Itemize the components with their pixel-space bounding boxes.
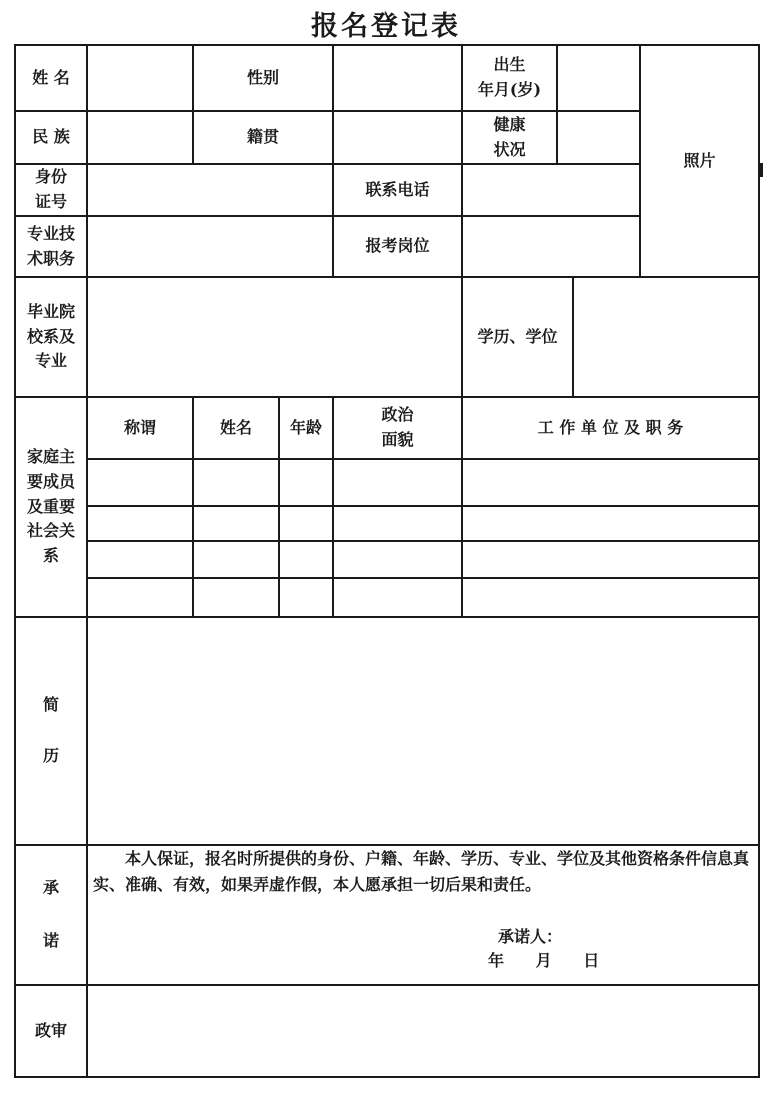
family-label (16, 398, 86, 616)
col-line (758, 44, 760, 1078)
tech-label-line2: 术职务 (26, 248, 75, 268)
col-line (572, 276, 574, 396)
signer-label: 承诺人： (498, 927, 563, 946)
col-line (86, 44, 88, 1078)
tech-label-line1: 专业技 (26, 223, 75, 243)
birth-label (463, 46, 556, 110)
gender-label: 性别 (246, 67, 279, 87)
health-label-line1: 健康 (493, 114, 526, 134)
family-label-line5: 系 (42, 546, 59, 566)
col-header-relation: 称谓 (123, 417, 156, 437)
edge-mark (760, 163, 763, 177)
native-place-label: 籍贯 (246, 127, 279, 147)
phone-label: 联系电话 (365, 179, 430, 199)
row-line (14, 215, 640, 217)
school-label-line1: 毕业院 (26, 301, 75, 321)
tech-title-label (16, 217, 86, 276)
pledge-text: 本人保证，报名时所提供的身份、户籍、年龄、学历、专业、学位及其他资格条件信息真实、准确、有效，如果弄虚作假，本人愿承担一切后果和责任。 (93, 849, 750, 894)
family-label-line4: 社会关 (26, 521, 75, 541)
row-line (86, 577, 760, 579)
date-month: 月 (535, 951, 552, 970)
photo-label: 照片 (683, 150, 716, 170)
health-label (463, 112, 556, 163)
row-line (14, 616, 760, 618)
col-header-age: 年龄 (289, 417, 322, 437)
row-line (14, 276, 760, 278)
resume-label-line2: 历 (42, 746, 59, 765)
birth-label-line1: 出生 (493, 55, 526, 75)
political-review-label: 政审 (34, 1020, 67, 1040)
family-label-line2: 要成员 (26, 471, 75, 491)
id-number-label (16, 165, 86, 215)
resume-label (16, 618, 86, 844)
name-label: 姓 名 (32, 67, 70, 87)
row-line (86, 458, 760, 460)
row-line (14, 984, 760, 986)
school-label (16, 278, 86, 396)
row-line (86, 540, 760, 542)
school-label-line2: 校系及 (26, 326, 75, 346)
date-year: 年 (488, 951, 505, 970)
date-day: 日 (583, 951, 600, 970)
col-line (556, 44, 558, 164)
position-label: 报考岗位 (365, 236, 430, 256)
birth-label-line2: 年月(岁) (477, 80, 542, 99)
col-header-political (334, 398, 461, 458)
row-line (14, 163, 640, 165)
family-label-line3: 及重要 (26, 496, 75, 516)
ethnicity-label: 民 族 (32, 127, 70, 147)
col-header-name: 姓名 (219, 417, 252, 437)
id-label-line1: 身份 (34, 167, 67, 187)
signature-date (488, 948, 599, 971)
form-title: 报名登记表 (311, 11, 461, 42)
resume-label-line1: 简 (42, 695, 59, 715)
col-header-work: 工 作 单 位 及 职 务 (537, 417, 684, 437)
id-label-line2: 证号 (34, 192, 67, 211)
political-line2: 面貌 (381, 430, 414, 449)
promise-label-line1: 承 (42, 878, 59, 898)
promise-label-line2: 诺 (42, 931, 59, 950)
school-label-line3: 专业 (34, 351, 67, 371)
family-label-line1: 家庭主 (26, 447, 75, 466)
promise-label (16, 846, 86, 984)
row-line (86, 505, 760, 507)
degree-label: 学历、学位 (477, 326, 558, 346)
row-line (14, 1076, 760, 1078)
health-label-line2: 状况 (493, 139, 526, 159)
political-line1: 政治 (381, 405, 414, 425)
